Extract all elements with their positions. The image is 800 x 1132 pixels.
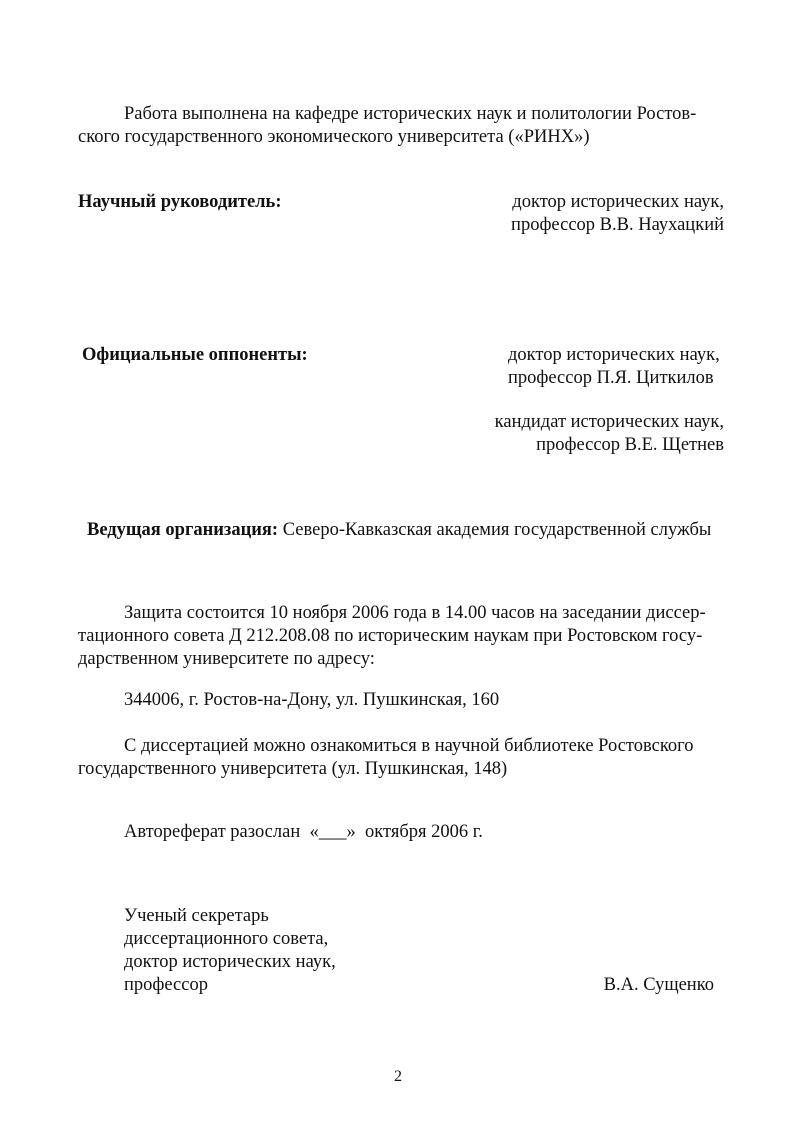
leading-organization: [87, 519, 711, 542]
library-line-1: С диссертацией можно ознакомиться в научной библиотеке Ростовского: [124, 736, 694, 756]
library-line-2: государственного университета (ул. Пушкинская, 148): [78, 759, 508, 779]
secretary-title-2: диссертационного совета,: [124, 929, 329, 949]
opponents-label: Официальные оппоненты:: [82, 345, 308, 365]
opponent-1-name: профессор П.Я. Циткилов: [508, 368, 714, 388]
leading-org-value: Северо-Кавказская академия государственной службы: [282, 520, 712, 540]
intro-line-2: ского государственного экономического университета («РИНХ»): [78, 127, 590, 147]
opponent-2-degree: кандидат исторических наук,: [494, 412, 724, 432]
intro-line-1: Работа выполнена на кафедре исторических наук и политологии Ростов-: [124, 104, 697, 124]
secretary-title-1: Ученый секретарь: [124, 906, 269, 926]
supervisor-label: Научный руководитель:: [78, 192, 282, 212]
leading-org-label: Ведущая организация:: [87, 520, 279, 540]
opponent-1-degree: доктор исторических наук,: [508, 345, 720, 365]
abstract-mailed-date: Автореферат разослан «___» октября 2006 г.: [124, 822, 483, 842]
secretary-title-3: доктор исторических наук,: [124, 952, 336, 972]
secretary-name: В.А. Сущенко: [603, 975, 714, 995]
defense-address: 344006, г. Ростов-на-Дону, ул. Пушкинская, 160: [124, 690, 500, 710]
defense-line-1: Защита состоится 10 ноября 2006 года в 14.00 часов на заседании диссер-: [124, 603, 706, 623]
defense-line-2: тационного совета Д 212.208.08 по историческим наукам при Ростовском госу-: [78, 626, 703, 646]
opponent-2-name: профессор В.Е. Щетнев: [536, 435, 724, 455]
page-number: 2: [394, 1068, 402, 1085]
secretary-title-4: профессор: [124, 975, 208, 995]
supervisor-name: профессор В.В. Наухацкий: [511, 215, 724, 235]
defense-line-3: дарственном университете по адресу:: [78, 649, 375, 669]
supervisor-degree: доктор исторических наук,: [512, 192, 724, 212]
